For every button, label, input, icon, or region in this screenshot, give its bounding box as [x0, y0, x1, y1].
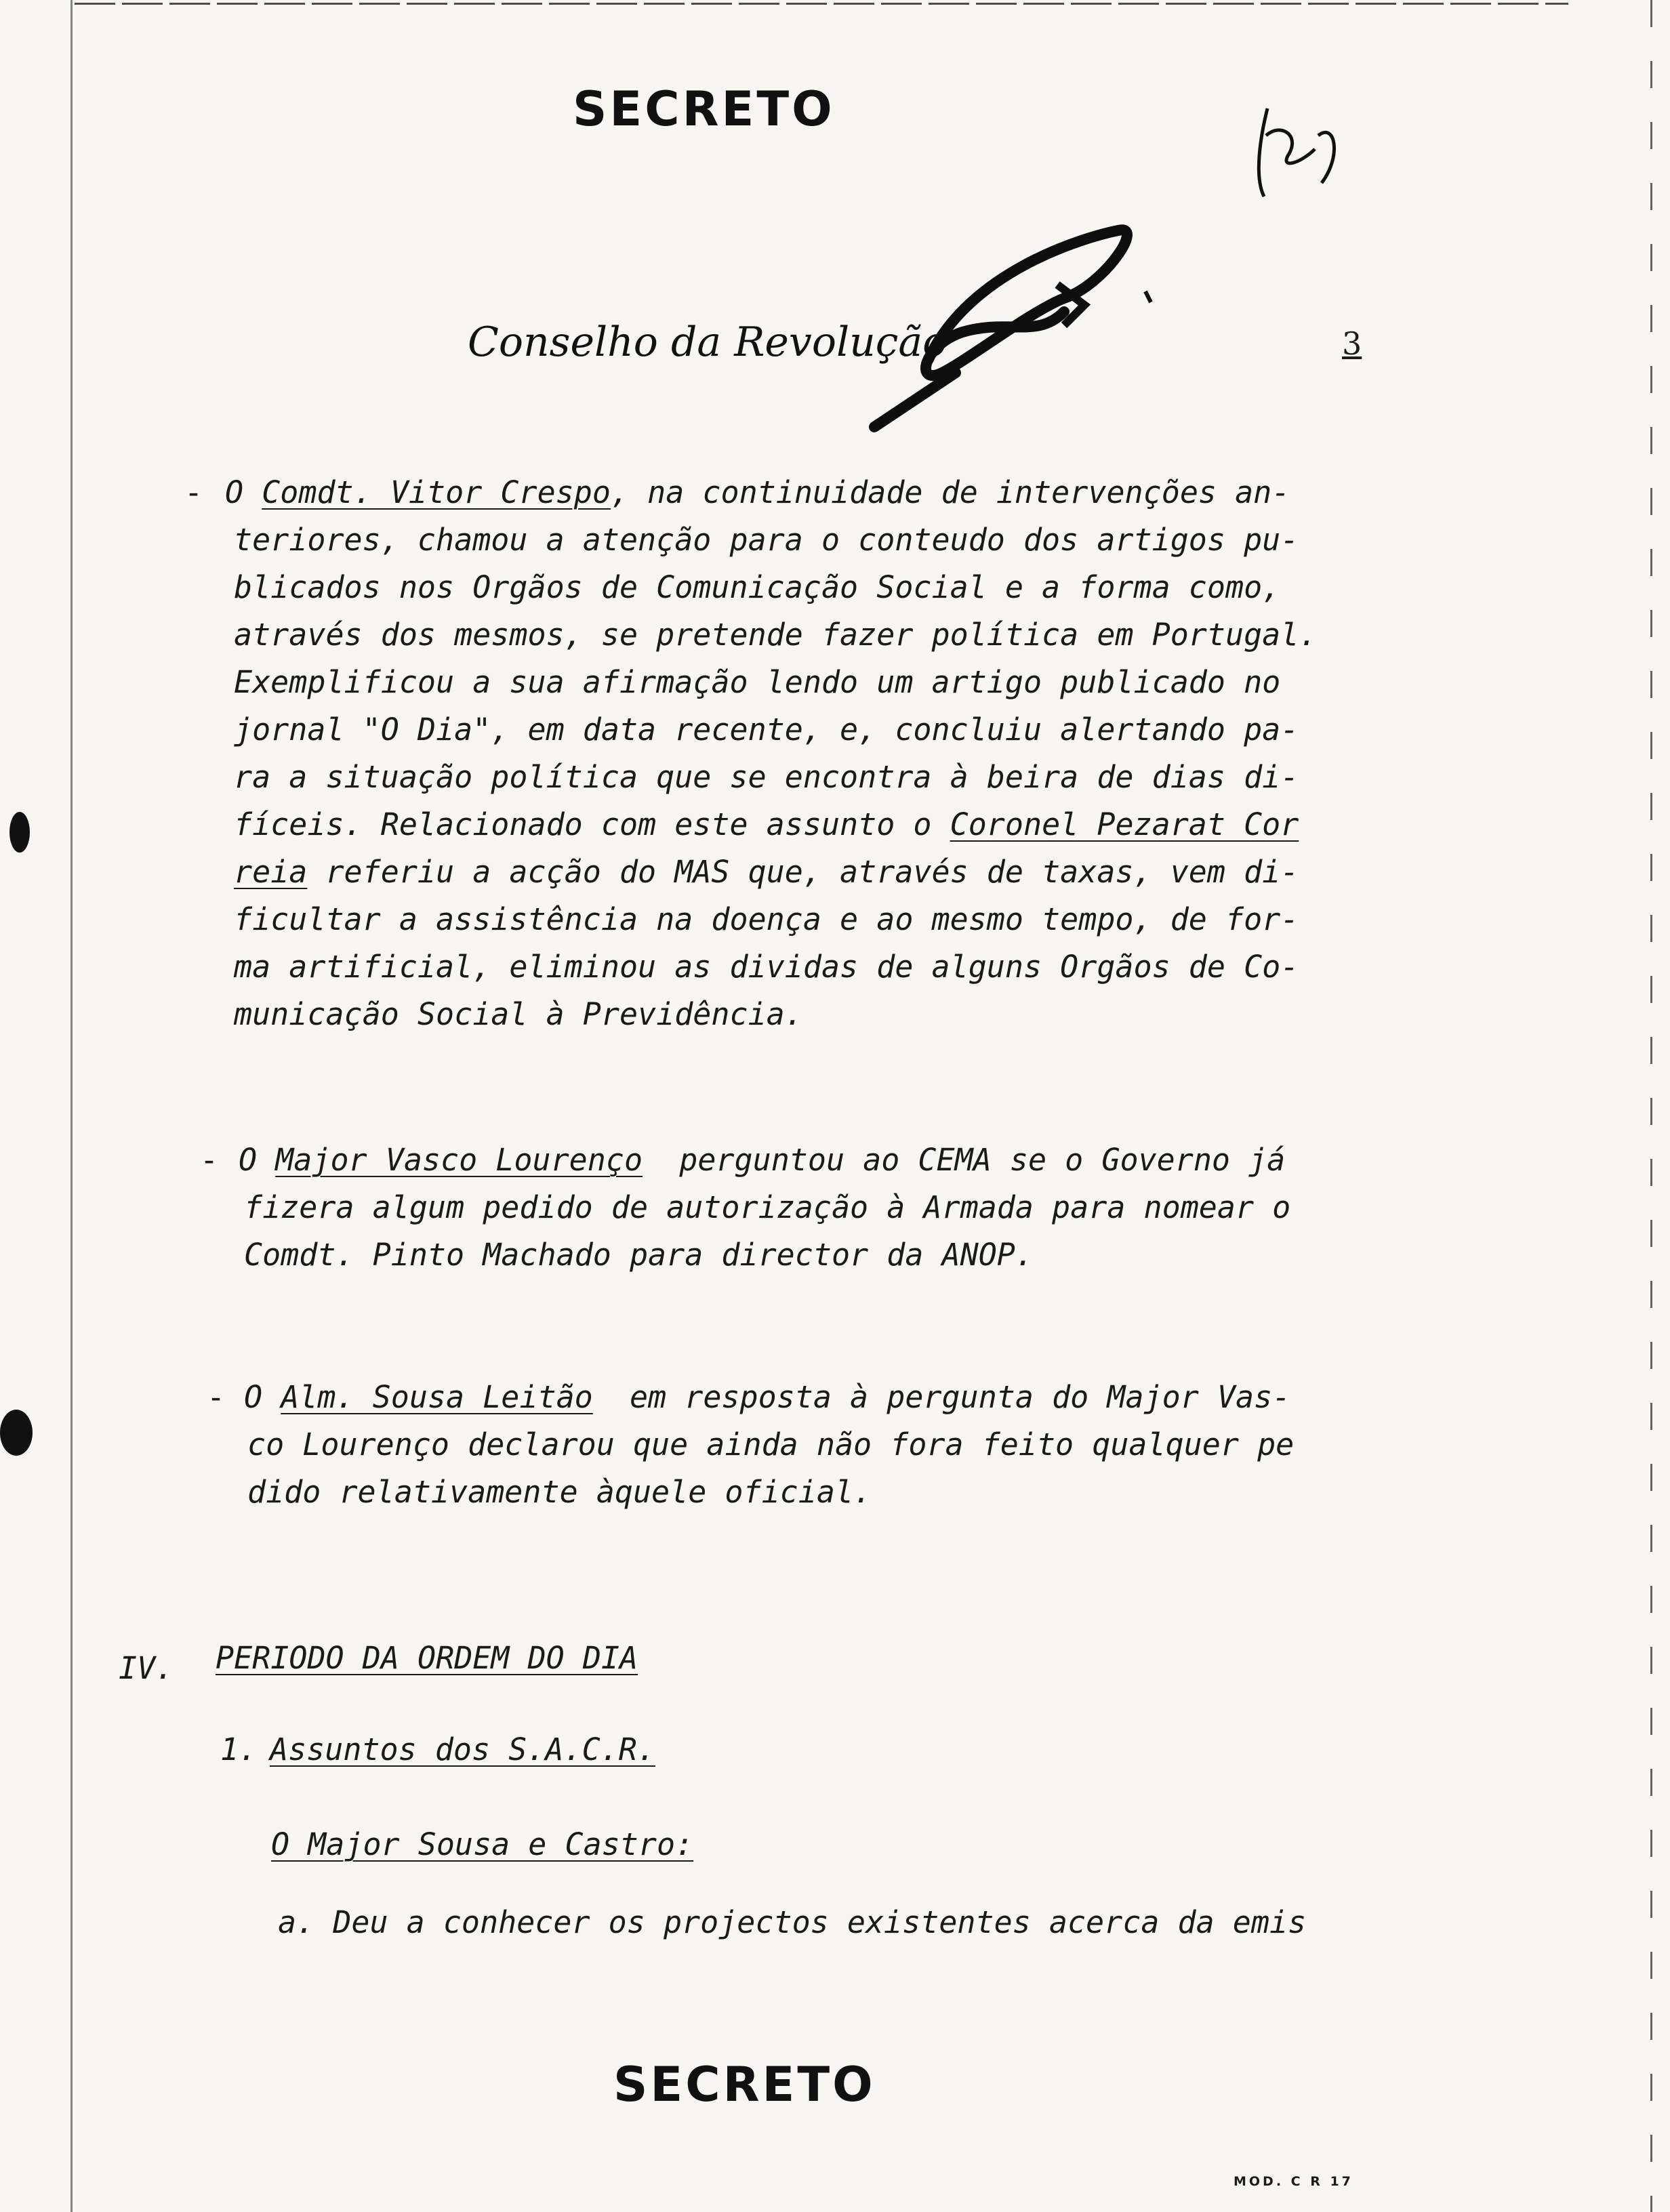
paragraph-bullet: - [207, 1379, 226, 1415]
letterhead-title: Conselho da Revolução [468, 319, 948, 366]
paragraph-bullet: - [200, 1142, 219, 1178]
text-line: fíceis. Relacionado com este assunto o Coronel Pezarat Cor [234, 806, 1299, 842]
text-line: municação Social à Previdência. [234, 996, 803, 1032]
right-edge-mark [1650, 0, 1652, 2212]
text-line: jornal "O Dia", em data recente, e, concluiu alertando pa- [234, 712, 1299, 747]
subsection-number: 1. [220, 1732, 258, 1767]
speaker-name: Alm. Sousa Leitão [281, 1379, 593, 1415]
speaker-heading: O Major Sousa e Castro: [271, 1826, 694, 1862]
text-line: reia referiu a acção do MAS que, através de taxas, vem di- [234, 854, 1299, 890]
text-line: Comdt. Pinto Machado para director da ANOP. [244, 1237, 1034, 1273]
top-edge-mark [75, 3, 1568, 5]
section-number: IV. [119, 1650, 174, 1686]
handwritten-initials [1240, 95, 1362, 217]
punch-hole-bottom [0, 1410, 33, 1456]
text-line: ma artificial, eliminou as dividas de alguns Orgãos de Co- [234, 949, 1299, 985]
item-a: a. Deu a conhecer os projectos existentes acerca da emis [278, 1904, 1307, 1940]
text-line: através dos mesmos, se pretende fazer política em Portugal. [234, 617, 1318, 653]
paragraph-bullet: - [184, 474, 203, 510]
text-line: teriores, chamou a atenção para o conteudo dos artigos pu- [234, 522, 1299, 558]
text-line: O Comdt. Vitor Crespo, na continuidade de intervenções an- [225, 474, 1290, 510]
subsection-title: Assuntos dos S.A.C.R. [270, 1732, 655, 1767]
signature-flourish [861, 210, 1173, 441]
speaker-name: Coronel Pezarat Cor [950, 806, 1299, 842]
text-line: Exemplificou a sua afirmação lendo um artigo publicado no [234, 664, 1281, 700]
text-line: co Lourenço declarou que ainda não fora feito qualquer pe [247, 1427, 1295, 1462]
speaker-name: Comdt. Vitor Crespo [262, 474, 611, 510]
text-line: fizera algum pedido de autorização à Armada para nomear o [244, 1189, 1291, 1225]
punch-hole-top [9, 812, 30, 853]
text-line: ficultar a assistência na doença e ao mesmo tempo, de for- [234, 901, 1299, 937]
speaker-name: reia [234, 854, 308, 890]
text-line: blicados nos Orgãos de Comunicação Social e a forma como, [234, 569, 1281, 605]
section-title: PERIODO DA ORDEM DO DIA [216, 1640, 638, 1676]
text-line: O Major Vasco Lourenço perguntou ao CEMA se o Governo já [239, 1142, 1286, 1178]
text-line: O Alm. Sousa Leitão em resposta à pergunta do Major Vas- [244, 1379, 1291, 1415]
text-line: ra a situação política que se encontra à beira de dias di- [234, 759, 1299, 795]
left-page-edge [70, 0, 73, 2212]
secret-stamp-top: SECRETO [573, 81, 835, 137]
form-code: MOD. C R 17 [1234, 2174, 1353, 2189]
page-number: 3 [1342, 325, 1362, 362]
speaker-name: Major Vasco Lourenço [275, 1142, 643, 1178]
secret-stamp-bottom: SECRETO [613, 2057, 876, 2112]
text-line: dido relativamente àquele oficial. [247, 1474, 872, 1510]
